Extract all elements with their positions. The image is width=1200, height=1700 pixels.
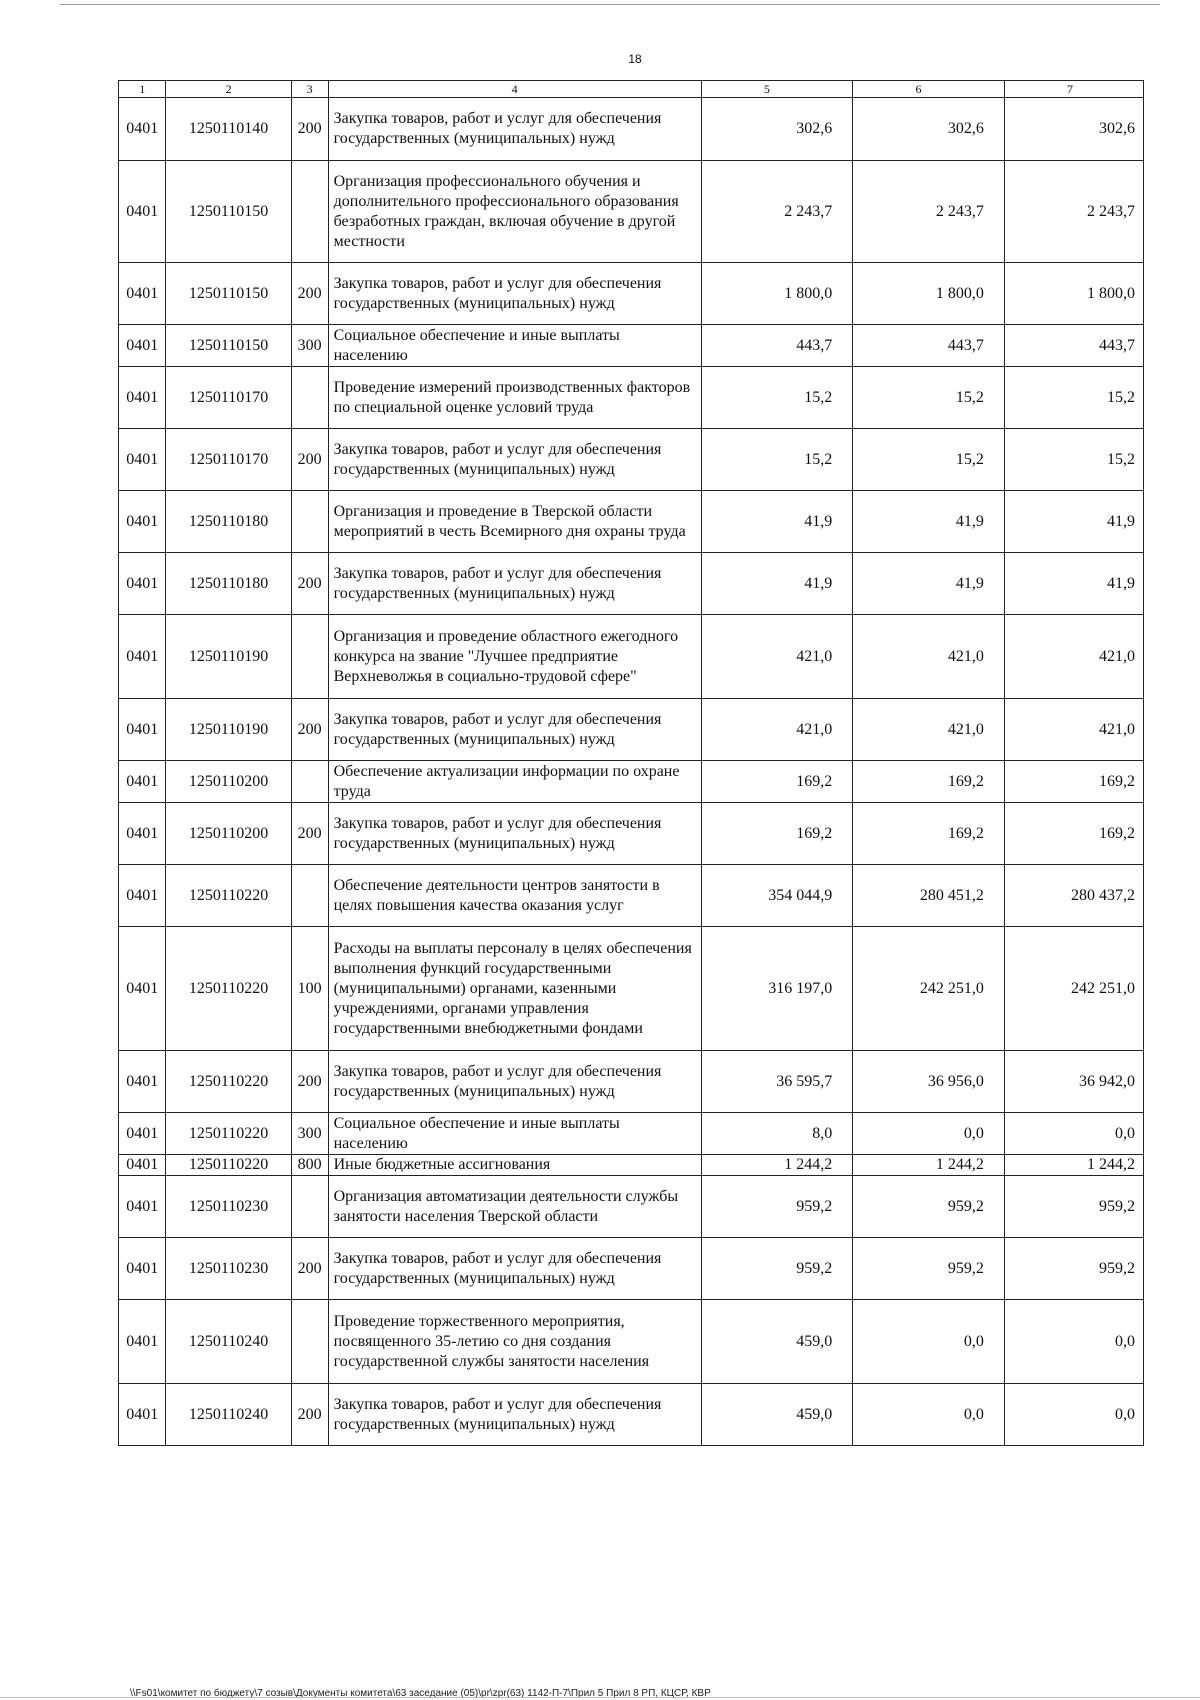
cell-c7: 0,0 [1004,1384,1143,1446]
cell-c7: 1 244,2 [1004,1155,1143,1176]
cell-c5: 421,0 [701,615,853,699]
cell-c4: Расходы на выплаты персоналу в целях обеспечения выполнения функций государственными (муниципальными) органами, казенными учреждениями, органами управления государственными внебюджетными фондами [328,927,701,1051]
cell-c5: 1 800,0 [701,263,853,325]
cell-c5: 421,0 [701,699,853,761]
cell-c2: 1250110170 [166,367,291,429]
cell-c4: Иные бюджетные ассигнования [328,1155,701,1176]
cell-c6: 15,2 [853,429,1005,491]
cell-c7: 443,7 [1004,325,1143,367]
cell-c1: 0401 [119,1051,166,1113]
cell-c4: Организация профессионального обучения и дополнительного профессионального образования безработных граждан, включая обучение в другой местности [328,161,701,263]
cell-c2: 1250110220 [166,1113,291,1155]
cell-c7: 169,2 [1004,761,1143,803]
cell-c1: 0401 [119,1155,166,1176]
scan-edge-line-bottom [0,1697,1200,1698]
table-row [119,98,1144,161]
cell-c1: 0401 [119,803,166,865]
cell-c2: 1250110140 [166,98,291,161]
cell-c4: Закупка товаров, работ и услуг для обеспечения государственных (муниципальных) нужд [328,1384,701,1446]
cell-c6: 2 243,7 [853,161,1005,263]
cell-c6: 169,2 [853,761,1005,803]
cell-c4: Организация и проведение в Тверской области мероприятий в честь Всемирного дня охраны труда [328,491,701,553]
cell-c3 [291,1176,328,1238]
cell-c7: 1 800,0 [1004,263,1143,325]
table-row [119,491,1144,553]
cell-c3 [291,1300,328,1384]
cell-c5: 1 244,2 [701,1155,853,1176]
table-row [119,615,1144,699]
cell-c7: 302,6 [1004,98,1143,161]
cell-c4: Проведение торжественного мероприятия, посвященного 35-летию со дня создания государственной службы занятости населения [328,1300,701,1384]
cell-c7: 959,2 [1004,1176,1143,1238]
cell-c3: 200 [291,699,328,761]
cell-c1: 0401 [119,553,166,615]
file-path-footer: \\Fs01\комитет по бюджету\7 созыв\Документы комитета\63 заседание (05)\pr\zpr(63) 1142-П-7\Прил 5 Прил 8 РП, КЦСР, КВР [130,1688,711,1699]
cell-c1: 0401 [119,325,166,367]
column-header: 3 [291,81,328,98]
cell-c1: 0401 [119,491,166,553]
cell-c4: Закупка товаров, работ и услуг для обеспечения государственных (муниципальных) нужд [328,98,701,161]
cell-c6: 280 451,2 [853,865,1005,927]
cell-c1: 0401 [119,1238,166,1300]
cell-c4: Закупка товаров, работ и услуг для обеспечения государственных (муниципальных) нужд [328,553,701,615]
cell-c7: 242 251,0 [1004,927,1143,1051]
cell-c1: 0401 [119,263,166,325]
cell-c3: 300 [291,325,328,367]
budget-table [118,80,1144,1446]
cell-c1: 0401 [119,1176,166,1238]
cell-c3: 200 [291,1384,328,1446]
cell-c4: Проведение измерений производственных факторов по специальной оценке условий труда [328,367,701,429]
cell-c3: 200 [291,98,328,161]
cell-c5: 459,0 [701,1300,853,1384]
cell-c5: 959,2 [701,1176,853,1238]
cell-c3 [291,367,328,429]
cell-c5: 443,7 [701,325,853,367]
column-header: 7 [1004,81,1143,98]
cell-c6: 242 251,0 [853,927,1005,1051]
cell-c6: 1 800,0 [853,263,1005,325]
table-row [119,367,1144,429]
cell-c3: 800 [291,1155,328,1176]
cell-c2: 1250110150 [166,325,291,367]
cell-c2: 1250110200 [166,803,291,865]
cell-c5: 36 595,7 [701,1051,853,1113]
cell-c3 [291,161,328,263]
table-row [119,865,1144,927]
cell-c3: 200 [291,553,328,615]
cell-c1: 0401 [119,761,166,803]
cell-c7: 36 942,0 [1004,1051,1143,1113]
cell-c5: 2 243,7 [701,161,853,263]
cell-c7: 15,2 [1004,367,1143,429]
page-number: 18 [628,52,642,66]
cell-c6: 15,2 [853,367,1005,429]
cell-c2: 1250110190 [166,615,291,699]
column-header: 1 [119,81,166,98]
cell-c7: 959,2 [1004,1238,1143,1300]
cell-c2: 1250110220 [166,865,291,927]
table-row [119,1238,1144,1300]
cell-c6: 169,2 [853,803,1005,865]
cell-c2: 1250110170 [166,429,291,491]
cell-c1: 0401 [119,927,166,1051]
cell-c3: 100 [291,927,328,1051]
cell-c7: 0,0 [1004,1113,1143,1155]
cell-c1: 0401 [119,865,166,927]
cell-c5: 41,9 [701,491,853,553]
cell-c6: 302,6 [853,98,1005,161]
scan-edge-line [60,4,1160,5]
cell-c6: 36 956,0 [853,1051,1005,1113]
cell-c4: Социальное обеспечение и иные выплаты населению [328,325,701,367]
cell-c3: 200 [291,1051,328,1113]
cell-c2: 1250110180 [166,553,291,615]
cell-c2: 1250110190 [166,699,291,761]
cell-c4: Закупка товаров, работ и услуг для обеспечения государственных (муниципальных) нужд [328,1238,701,1300]
cell-c6: 41,9 [853,491,1005,553]
cell-c2: 1250110200 [166,761,291,803]
cell-c2: 1250110230 [166,1176,291,1238]
cell-c1: 0401 [119,98,166,161]
cell-c7: 169,2 [1004,803,1143,865]
cell-c3: 200 [291,1238,328,1300]
cell-c4: Обеспечение актуализации информации по охране труда [328,761,701,803]
cell-c6: 0,0 [853,1300,1005,1384]
cell-c4: Социальное обеспечение и иные выплаты населению [328,1113,701,1155]
cell-c5: 169,2 [701,803,853,865]
table-row [119,803,1144,865]
cell-c7: 41,9 [1004,553,1143,615]
cell-c6: 0,0 [853,1384,1005,1446]
cell-c1: 0401 [119,161,166,263]
table-row [119,1384,1144,1446]
cell-c2: 1250110240 [166,1384,291,1446]
cell-c6: 959,2 [853,1238,1005,1300]
cell-c1: 0401 [119,1384,166,1446]
cell-c7: 421,0 [1004,699,1143,761]
cell-c2: 1250110230 [166,1238,291,1300]
cell-c4: Организация и проведение областного ежегодного конкурса на звание "Лучшее предприятие Верхневолжья в социально-трудовой сфере" [328,615,701,699]
cell-c4: Организация автоматизации деятельности службы занятости населения Тверской области [328,1176,701,1238]
cell-c5: 169,2 [701,761,853,803]
cell-c1: 0401 [119,1113,166,1155]
cell-c4: Закупка товаров, работ и услуг для обеспечения государственных (муниципальных) нужд [328,429,701,491]
column-header: 2 [166,81,291,98]
cell-c6: 41,9 [853,553,1005,615]
cell-c5: 41,9 [701,553,853,615]
cell-c5: 15,2 [701,367,853,429]
cell-c5: 8,0 [701,1113,853,1155]
table-row [119,1176,1144,1238]
cell-c5: 959,2 [701,1238,853,1300]
cell-c4: Закупка товаров, работ и услуг для обеспечения государственных (муниципальных) нужд [328,1051,701,1113]
cell-c7: 280 437,2 [1004,865,1143,927]
cell-c2: 1250110150 [166,161,291,263]
cell-c4: Обеспечение деятельности центров занятости в целях повышения качества оказания услуг [328,865,701,927]
cell-c5: 302,6 [701,98,853,161]
cell-c3: 200 [291,803,328,865]
cell-c4: Закупка товаров, работ и услуг для обеспечения государственных (муниципальных) нужд [328,263,701,325]
cell-c7: 421,0 [1004,615,1143,699]
cell-c6: 443,7 [853,325,1005,367]
cell-c6: 0,0 [853,1113,1005,1155]
cell-c4: Закупка товаров, работ и услуг для обеспечения государственных (муниципальных) нужд [328,699,701,761]
table-row [119,429,1144,491]
cell-c2: 1250110240 [166,1300,291,1384]
table-row [119,927,1144,1051]
column-header: 5 [701,81,853,98]
cell-c3 [291,615,328,699]
table-row [119,1113,1144,1155]
cell-c6: 421,0 [853,699,1005,761]
cell-c5: 354 044,9 [701,865,853,927]
cell-c6: 959,2 [853,1176,1005,1238]
cell-c2: 1250110220 [166,1155,291,1176]
cell-c4: Закупка товаров, работ и услуг для обеспечения государственных (муниципальных) нужд [328,803,701,865]
cell-c3 [291,761,328,803]
cell-c2: 1250110220 [166,927,291,1051]
cell-c3: 300 [291,1113,328,1155]
cell-c1: 0401 [119,1300,166,1384]
cell-c3: 200 [291,429,328,491]
cell-c6: 421,0 [853,615,1005,699]
cell-c1: 0401 [119,429,166,491]
table-row [119,699,1144,761]
cell-c7: 2 243,7 [1004,161,1143,263]
cell-c1: 0401 [119,615,166,699]
table-header-row [119,81,1144,98]
column-header: 4 [328,81,701,98]
cell-c7: 41,9 [1004,491,1143,553]
table-row [119,161,1144,263]
cell-c3 [291,865,328,927]
cell-c3: 200 [291,263,328,325]
cell-c7: 15,2 [1004,429,1143,491]
table-row [119,263,1144,325]
table-row [119,1300,1144,1384]
cell-c5: 15,2 [701,429,853,491]
cell-c5: 316 197,0 [701,927,853,1051]
cell-c5: 459,0 [701,1384,853,1446]
cell-c1: 0401 [119,699,166,761]
table-row [119,325,1144,367]
cell-c2: 1250110150 [166,263,291,325]
cell-c2: 1250110220 [166,1051,291,1113]
cell-c2: 1250110180 [166,491,291,553]
table-row [119,553,1144,615]
cell-c1: 0401 [119,367,166,429]
table-body [119,98,1144,1446]
cell-c7: 0,0 [1004,1300,1143,1384]
cell-c3 [291,491,328,553]
table-row [119,761,1144,803]
column-header: 6 [853,81,1005,98]
table-row [119,1155,1144,1176]
cell-c6: 1 244,2 [853,1155,1005,1176]
table-row [119,1051,1144,1113]
